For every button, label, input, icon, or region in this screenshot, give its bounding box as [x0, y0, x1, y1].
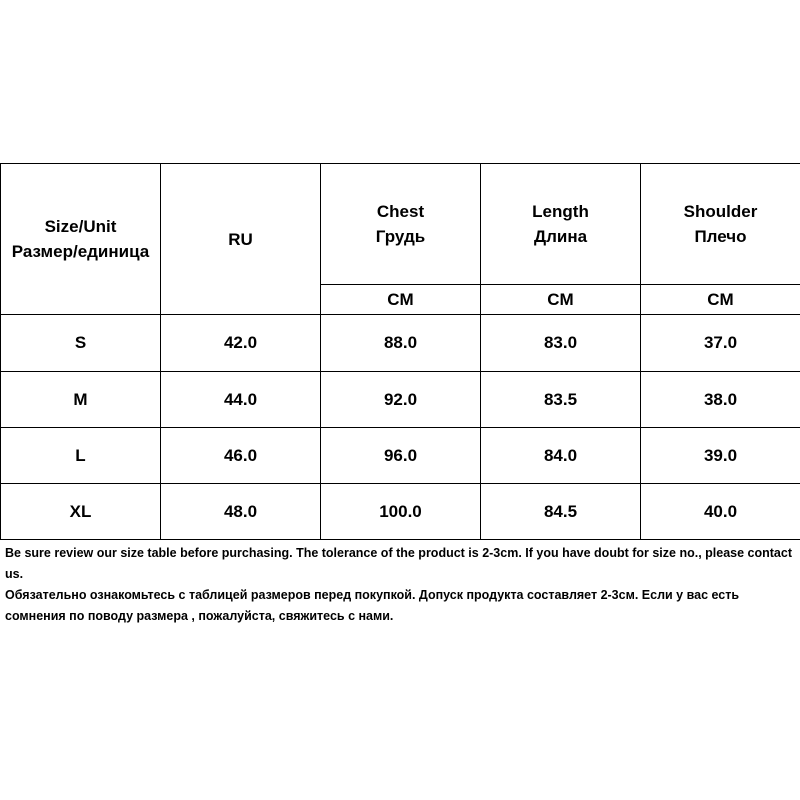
table-row — [1, 427, 800, 483]
size-cell: L — [1, 427, 161, 483]
unit-chest: CM — [321, 285, 481, 315]
chest-cell: 88.0 — [321, 315, 481, 371]
size-table — [0, 163, 800, 540]
unit-length: CM — [481, 285, 641, 315]
ru-cell: 46.0 — [161, 427, 321, 483]
table-row — [1, 483, 800, 539]
note-english: Be sure review our size table before purchasing. The tolerance of the product is 2-3cm. If you have doubt for size no., please contact us. — [5, 546, 792, 581]
length-cell: 83.5 — [481, 371, 641, 427]
header-length — [481, 164, 641, 285]
chest-cell: 92.0 — [321, 371, 481, 427]
header-shoulder — [641, 164, 800, 285]
header-row — [1, 164, 800, 285]
shoulder-cell: 39.0 — [641, 427, 800, 483]
shoulder-cell: 37.0 — [641, 315, 800, 371]
note-russian: Обязательно ознакомьтесь с таблицей размеров перед покупкой. Допуск продукта составляет 2-3см. Если у вас есть сомнения по поводу размера , пожалуйста, свяжитесь с нами. — [5, 588, 740, 623]
header-chest-ru: Грудь — [375, 227, 426, 247]
length-cell: 84.5 — [481, 483, 641, 539]
table-row — [1, 315, 800, 371]
header-size-unit-en: Size/Unit — [44, 217, 117, 237]
shoulder-cell: 38.0 — [641, 371, 800, 427]
ru-cell: 48.0 — [161, 483, 321, 539]
header-shoulder-en: Shoulder — [683, 202, 758, 222]
unit-shoulder: CM — [641, 285, 800, 315]
table-row — [1, 371, 800, 427]
ru-cell: 44.0 — [161, 371, 321, 427]
header-ru: RU — [161, 164, 321, 315]
size-cell: S — [1, 315, 161, 371]
chest-cell: 100.0 — [321, 483, 481, 539]
header-chest — [321, 164, 481, 285]
chest-cell: 96.0 — [321, 427, 481, 483]
header-length-en: Length — [532, 202, 589, 222]
length-cell: 83.0 — [481, 315, 641, 371]
shoulder-cell: 40.0 — [641, 483, 800, 539]
header-shoulder-ru: Плечо — [694, 227, 747, 247]
size-cell: M — [1, 371, 161, 427]
length-cell: 84.0 — [481, 427, 641, 483]
size-cell: XL — [1, 483, 161, 539]
header-size-unit-ru: Размер/единица — [11, 242, 150, 262]
size-notes — [5, 543, 800, 627]
ru-cell: 42.0 — [161, 315, 321, 371]
header-chest-en: Chest — [376, 202, 425, 222]
header-size-unit — [1, 164, 161, 315]
header-length-ru: Длина — [533, 227, 588, 247]
